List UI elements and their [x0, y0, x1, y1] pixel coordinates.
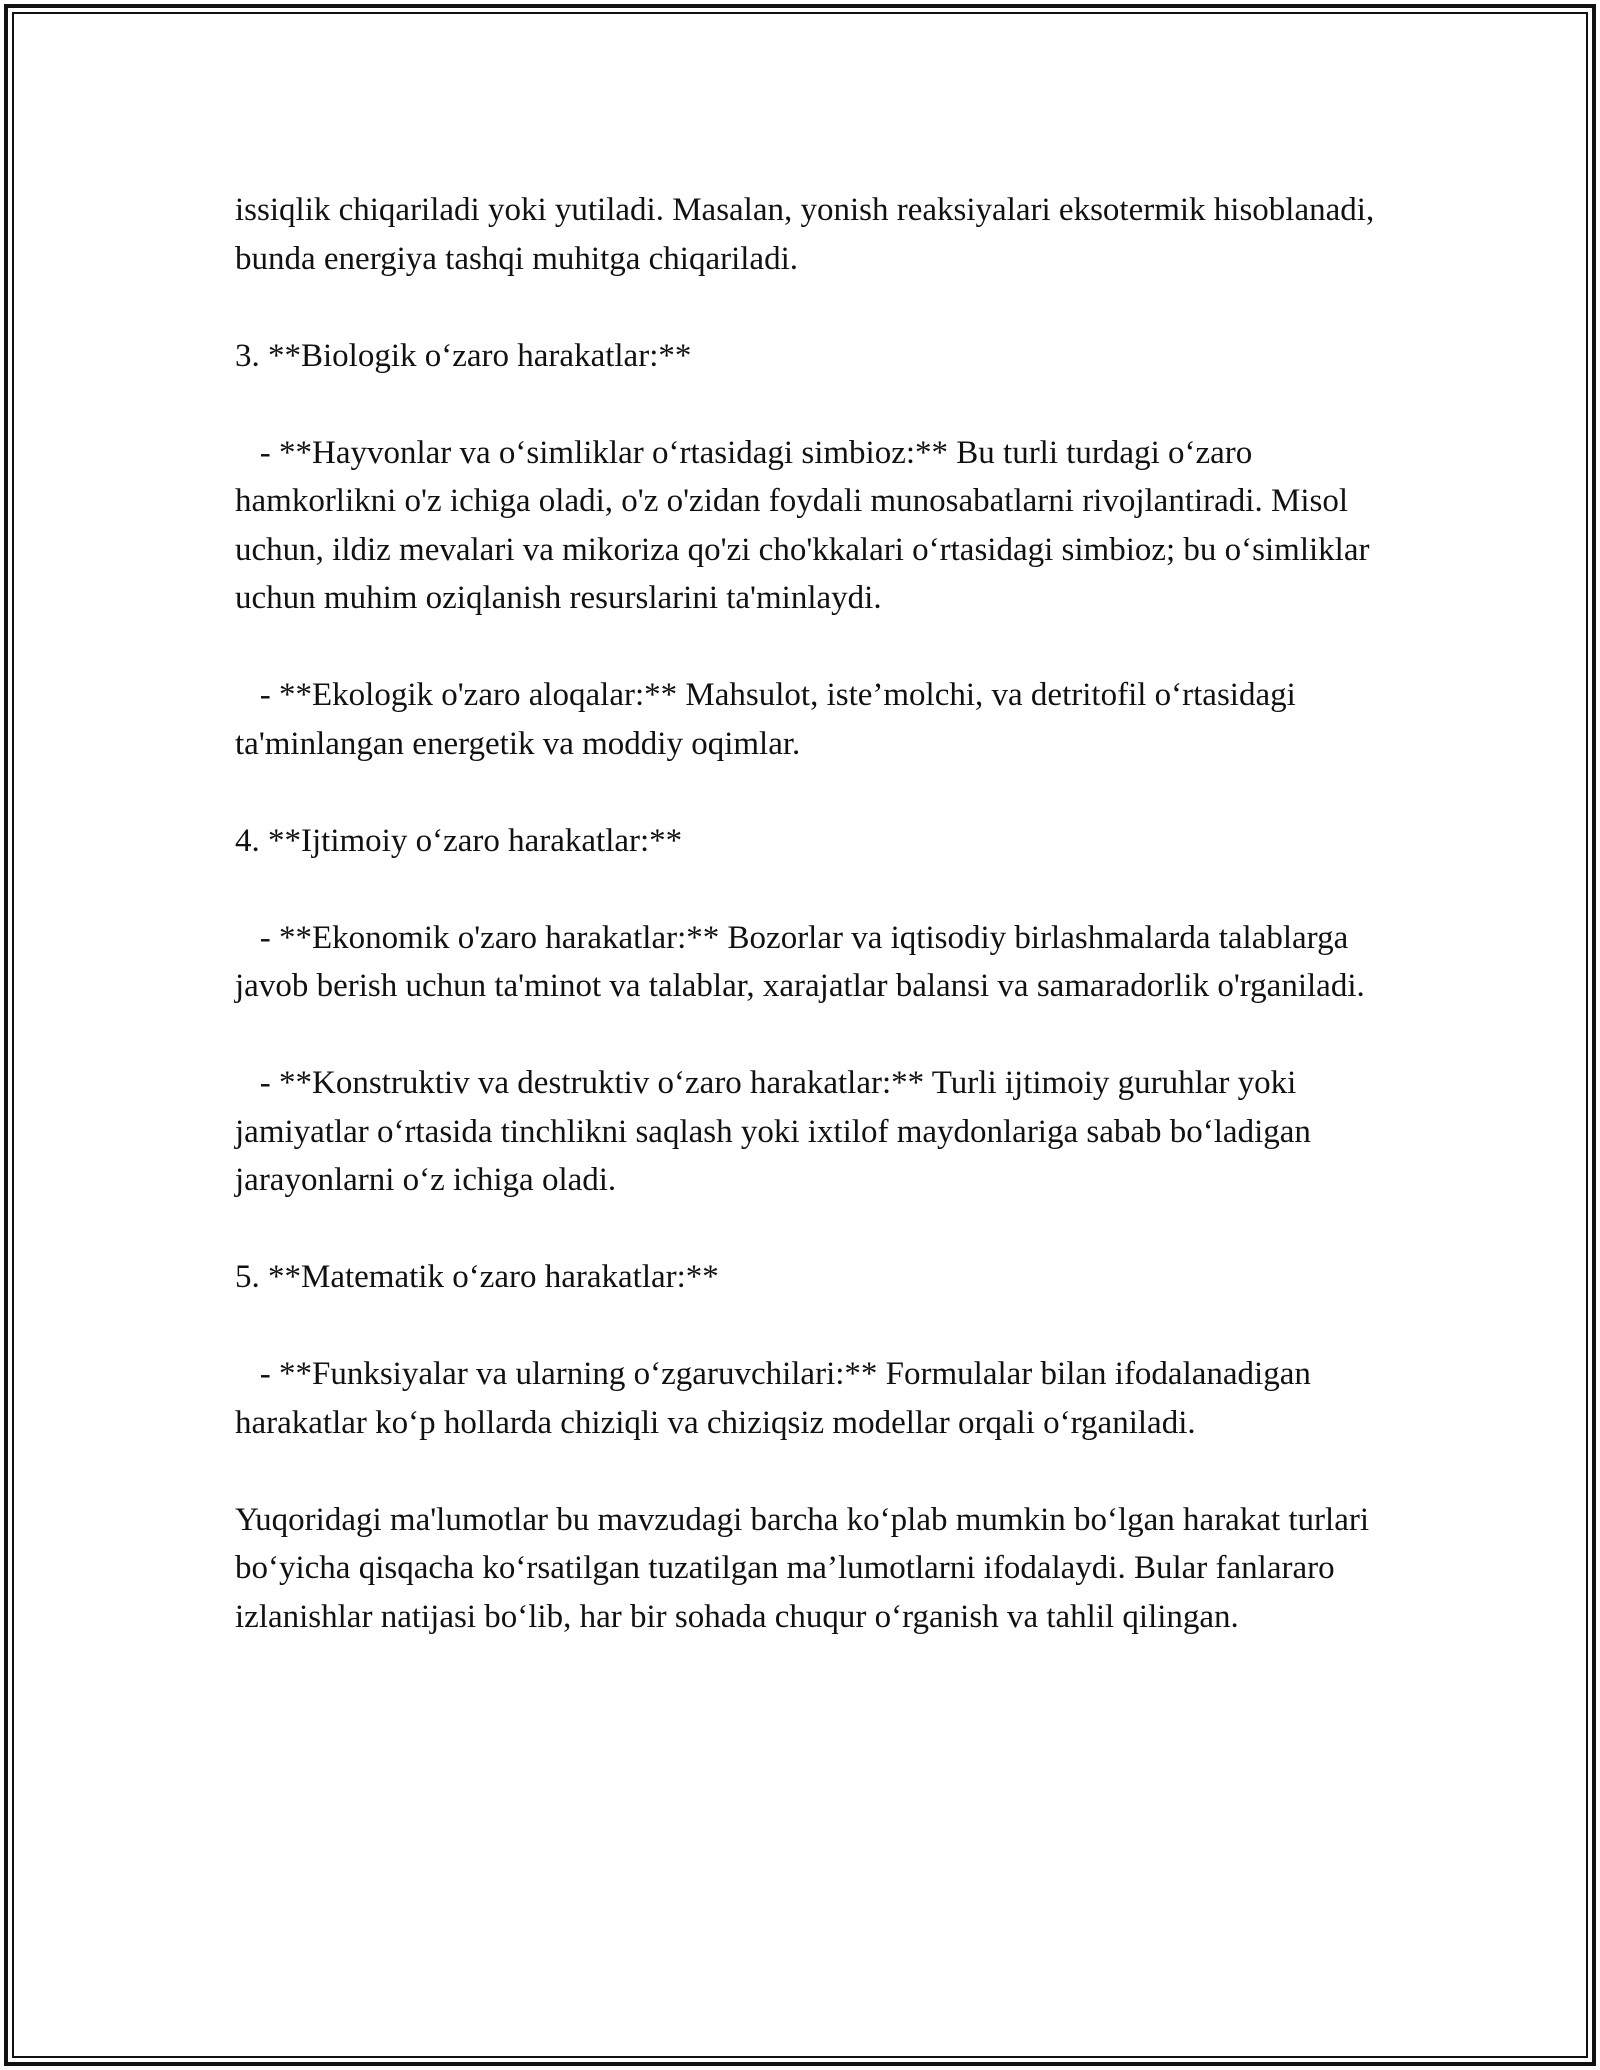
heading-mathematical-interactions: 5. **Matematik oʻzaro harakatlar:**: [235, 1259, 719, 1295]
paragraph-summary: Yuqoridagi ma'lumotlar bu mavzudagi barcha koʻplab mumkin boʻlgan harakat turlari boʻyicha qisqacha koʻrsatilgan tuzatilgan ma’lumotlarni ifodalaydi. Bular fanlararo izlanishlar natijasi boʻlib, har bir sohada chuqur oʻrganish va tahlil qilingan.: [235, 1501, 1378, 1635]
paragraph-exothermic-continuation: issiqlik chiqariladi yoki yutiladi. Masalan, yonish reaksiyalari eksotermik hisoblanadi, bunda energiya tashqi muhitga chiqariladi.: [235, 192, 1383, 277]
heading-social-interactions: 4. **Ijtimoiy oʻzaro harakatlar:**: [235, 822, 683, 859]
heading-biological-interactions: 3. **Biologik oʻzaro harakatlar:**: [235, 337, 692, 374]
list-item-functions-variables: - **Funksiyalar va ularning oʻzgaruvchilari:** Formulalar bilan ifodalanadigan harakatlar koʻp hollarda chiziqli va chiziqsiz modellar orqali oʻrganiladi.: [235, 1356, 1320, 1441]
list-item-economic-interactions: - **Ekonomik o'zaro harakatlar:** Bozorlar va iqtisodiy birlashmalarda talablarga javob berish uchun ta'minot va talablar, xarajatlar balansi va samaradorlik o'rganiladi.: [235, 919, 1365, 1004]
list-item-constructive-destructive: - **Konstruktiv va destruktiv oʻzaro harakatlar:** Turli ijtimoiy guruhlar yoki jamiyatlar oʻrtasida tinchlikni saqlash yoki ixtilof maydonlariga sabab boʻladigan jarayonlarni oʻz ichiga oladi.: [235, 1065, 1320, 1198]
list-item-symbiosis: - **Hayvonlar va oʻsimliklar oʻrtasidagi simbioz:** Bu turli turdagi oʻzaro hamkorlikni o'z ichiga oladi, o'z o'zidan foydali munosabatlarni rivojlantiradi. Misol uchun, ildiz mevalari va mikoriza qo'zi cho'kkalari oʻrtasidagi simbioz; bu oʻsimliklar uchun muhim oziqlanish resurslarini ta'minlaydi.: [235, 434, 1378, 616]
list-item-ecological-relations: - **Ekologik o'zaro aloqalar:** Mahsulot, iste’molchi, va detritofil oʻrtasidagi ta'minlangan energetik va moddiy oqimlar.: [235, 677, 1305, 762]
document-body: [235, 186, 1395, 1641]
